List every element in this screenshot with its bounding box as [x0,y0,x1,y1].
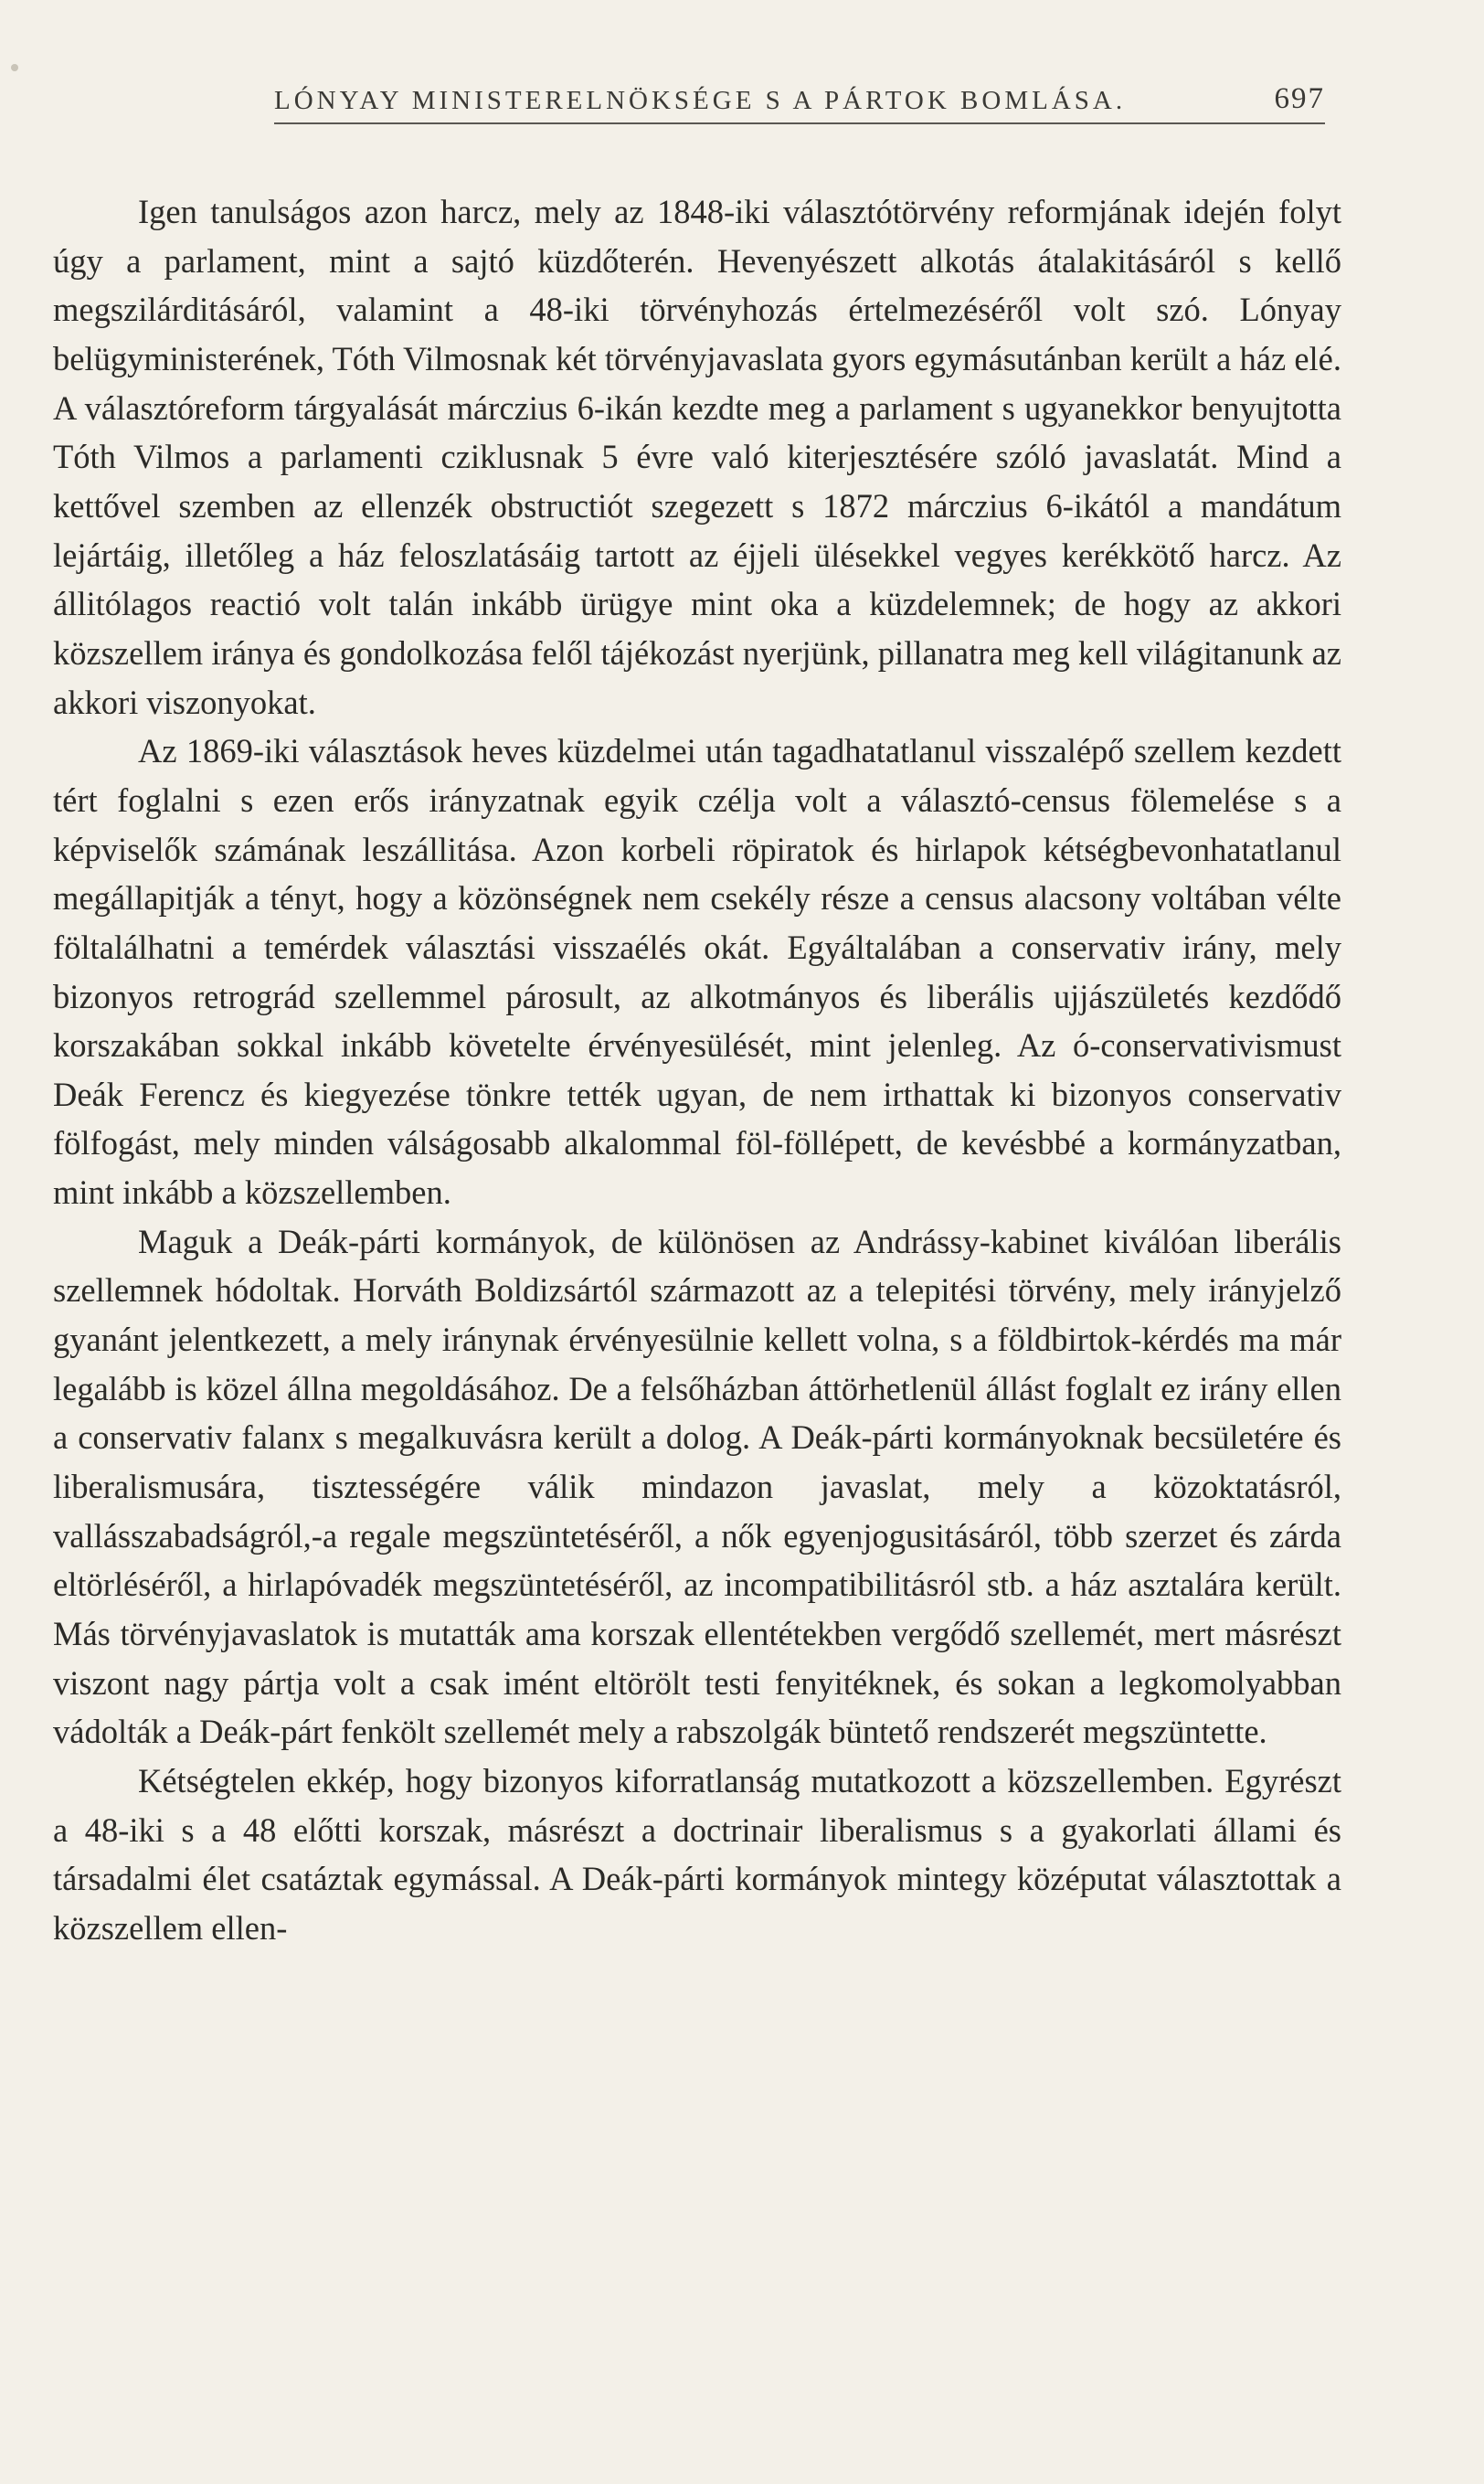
paragraph-3: Maguk a Deák-párti kormányok, de különösen az Andrássy-kabinet kiválóan liberális szellemnek hódoltak. Horváth Boldizsártól származott az a telepitési törvény, mely irányjelző gyanánt jelentkezett, a mely iránynak érvényesülnie kellett volna, s a földbirtok-kérdés ma már legalább is közel állna megoldásához. De a felsőházban áttörhetlenül állást foglalt ez irány ellen a conservativ falanx s megalkuvásra került a dolog. A Deák-párti kormányoknak becsületére és liberalismusára, tisztességére válik mindazon javaslat, mely a közoktatásról, vallásszabadságról,-a regale megszüntetéséről, a nők egyenjogusitásáról, több szerzet és zárda eltörléséről, a hirlapóvadék megszüntetéséről, az incompatibilitásról stb. a ház asztalára került. Más törvényjavaslatok is mutatták ama korszak ellentétekben vergődő szellemét, mert másrészt viszont nagy pártja volt a csak imént eltörölt testi fenyitéknek, és sokan a legkomolyabban vádolták a Deák-párt fenkölt szellemét mely a rabszolgák büntető rendszerét megszüntette. [53,1222,1341,1751]
paragraph-4: Kétségtelen ekkép, hogy bizonyos kiforratlanság mutatkozott a közszellemben. Egyrészt a 48-iki s a 48 előtti korszak, másrészt a doctrinair liberalismus s a gyakorlati állami és társadalmi élet csatáztak egymással. A Deák-párti kormányok mintegy középutat választottak a közszellem ellen- [53,1762,1341,1947]
page-number: 697 [1274,82,1325,115]
running-head: LÓNYAY MINISTERELNÖKSÉGE S A PÁRTOK BOMLÁSA. [274,86,1127,115]
body-text [53,187,1341,1953]
page-header [274,77,1325,124]
paragraph-2: Az 1869-iki választások heves küzdelmei után tagadhatatlanul visszalépő szellem kezdett tért foglalni s ezen erős irányzatnak egyik czélja volt a választó-census fölemelése s a képviselők számának leszállitása. Azon korbeli röpiratok és hirlapok kétségbevonhatatlanul megállapitják a tényt, hogy a közönségnek nem csekély része a census alacsony voltában vélte föltalálhatni a temérdek választási visszaélés okát. Egyáltalában a conservativ irány, mely bizonyos retrográd szellemmel párosult, az alkotmányos és liberális ujjászületés kezdődő korszakában sokkal inkább követelte érvényesülését, mint jelenleg. Az ó-conservativismust Deák Ferencz és kiegyezése tönkre tették ugyan, de nem irthattak ki bizonyos conservativ fölfogást, mely minden válságosabb alkalommal föl-föllépett, de kevésbbé a kormányzatban, mint inkább a közszellemben. [53,732,1341,1212]
margin-speck [11,64,18,71]
paragraph-1: Igen tanulságos azon harcz, mely az 1848-iki választótörvény reformjának idején folyt úgy a parlament, mint a sajtó küzdőterén. Hevenyészett alkotás átalakitásáról s kellő megszilárditásáról, valamint a 48-iki törvényhozás értelmezéséről volt szó. Lónyay belügyministerének, Tóth Vilmosnak két törvényjavaslata gyors egymásutánban került a ház elé. A választóreform tárgyalását márczius 6-ikán kezdte meg a parlament s ugyanekkor benyujtotta Tóth Vilmos a parlamenti cziklusnak 5 évre való kiterjesztésére szóló javaslatát. Mind a kettővel szemben az ellenzék obstructiót szegezett s 1872 márczius 6-ikától a mandátum lejártáig, illetőleg a ház feloszlatásáig tartott az éjjeli ülésekkel vegyes kerékkötő harcz. Az állitólagos reactió volt talán inkább ürügye mint oka a küzdelemnek; de hogy az akkori közszellem iránya és gondolkozása felől tájékozást nyerjünk, pillanatra meg kell világitanunk az akkori viszonyokat. [53,193,1341,721]
